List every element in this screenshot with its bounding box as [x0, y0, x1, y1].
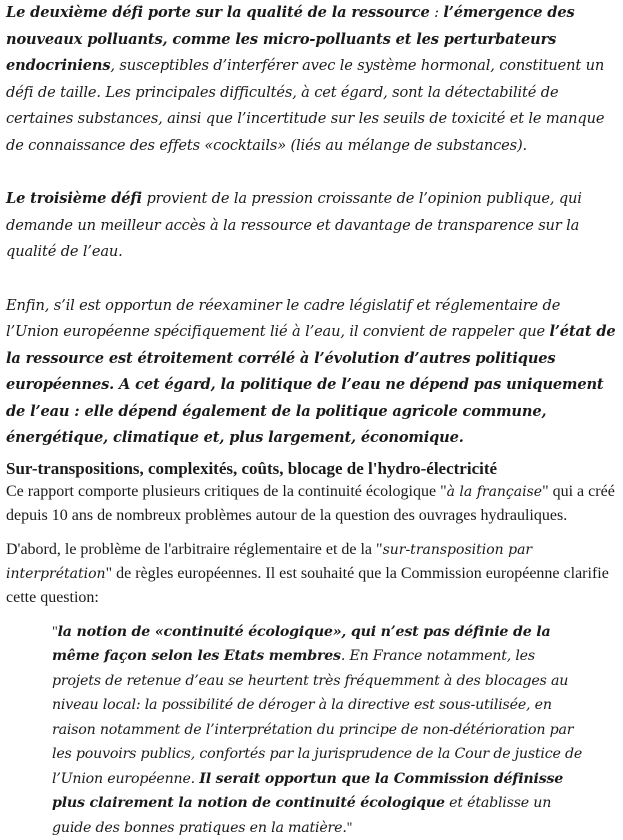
bold-text: l’état de la ressource est étroitement corrélé à l’évolution d’autres politiques européennes. A cet égard, la politique de l’eau ne dépend pas uniquement de l’eau : elle dépend également de la politique agricole commune, énergétique, climatique et, plus largement, économique. — [6, 323, 616, 446]
paragraph-report-intro — [6, 480, 617, 528]
body-text: provient de la pression croissante de l’opinion publique, qui demande un meilleur accès à la ressource et davantage de transparence sur la qualité de l’eau. — [6, 190, 582, 260]
body-text: " de règles européennes. Il est souhaité que la Commission européenne clarifie cette question: — [6, 565, 609, 606]
italic-text: à la française — [447, 484, 542, 500]
paragraph-first-issue — [6, 538, 617, 610]
quote-open-mark: " — [52, 624, 58, 640]
body-text: " qui a créé depuis 10 ans de nombreux problèmes autour de la question des ouvrages hydrauliques. — [6, 483, 615, 524]
quote-close-mark: " — [347, 820, 353, 836]
bold-text: Il serait opportun que la Commission définisse plus clairement la notion de continuité écologique — [52, 771, 563, 812]
italic-text: sur-transposition par interprétation — [6, 542, 532, 582]
paragraph-finally — [6, 293, 617, 452]
bold-text: la notion de «continuité écologique», qui n’est pas définie de la même façon selon les Etats membres — [52, 624, 550, 665]
paragraph-third-challenge — [6, 186, 617, 266]
bold-text: l’émergence des nouveaux polluants, comme les micro-polluants et les perturbateurs endocriniens — [6, 4, 575, 74]
body-text: . En France notamment, les projets de retenue d’eau se heurtent très fréquemment à des blocages au niveau local: la possibilité de déroger à la directive est sous-utilisée, en raison notamment de l’interprétation du principe de non-détérioration par les pouvoirs publics, confortés par la jurisprudence de la Cour de justice de l’Union européenne. — [52, 648, 582, 787]
body-text: D'abord, le problème de l'arbitraire réglementaire et de la " — [6, 541, 383, 558]
body-text: et établisse un guide des bonnes pratiques en la matière. — [52, 795, 551, 836]
body-text: , susceptibles d’interférer avec le système hormonal, constituent un défi de taille. Les principales difficultés, à cet égard, sont la détectabilité de certaines substances, ainsi que l’incertitude sur les seuils de toxicité et le manque de connaissance des effets «cocktails» (liés au mélange de substances). — [6, 57, 604, 154]
bold-text: Le deuxième défi porte sur la qualité de la ressource — [6, 4, 430, 21]
bold-text: Le troisième défi — [6, 190, 142, 207]
separator-text: : — [430, 4, 444, 21]
paragraph-spacer — [6, 266, 617, 293]
body-text: Ce rapport comporte plusieurs critiques de la continuité écologique " — [6, 483, 447, 500]
section-heading: Sur-transpositions, complexités, coûts, blocage de l'hydro-électricité — [6, 458, 617, 480]
paragraph-spacer — [6, 159, 617, 186]
paragraph-second-challenge — [6, 0, 617, 159]
body-text: Enfin, s’il est opportun de réexaminer le cadre législatif et réglementaire de l’Union européenne spécifiquement lié à l’eau, il convient de rappeler que — [6, 297, 560, 341]
blockquote — [6, 620, 617, 840]
